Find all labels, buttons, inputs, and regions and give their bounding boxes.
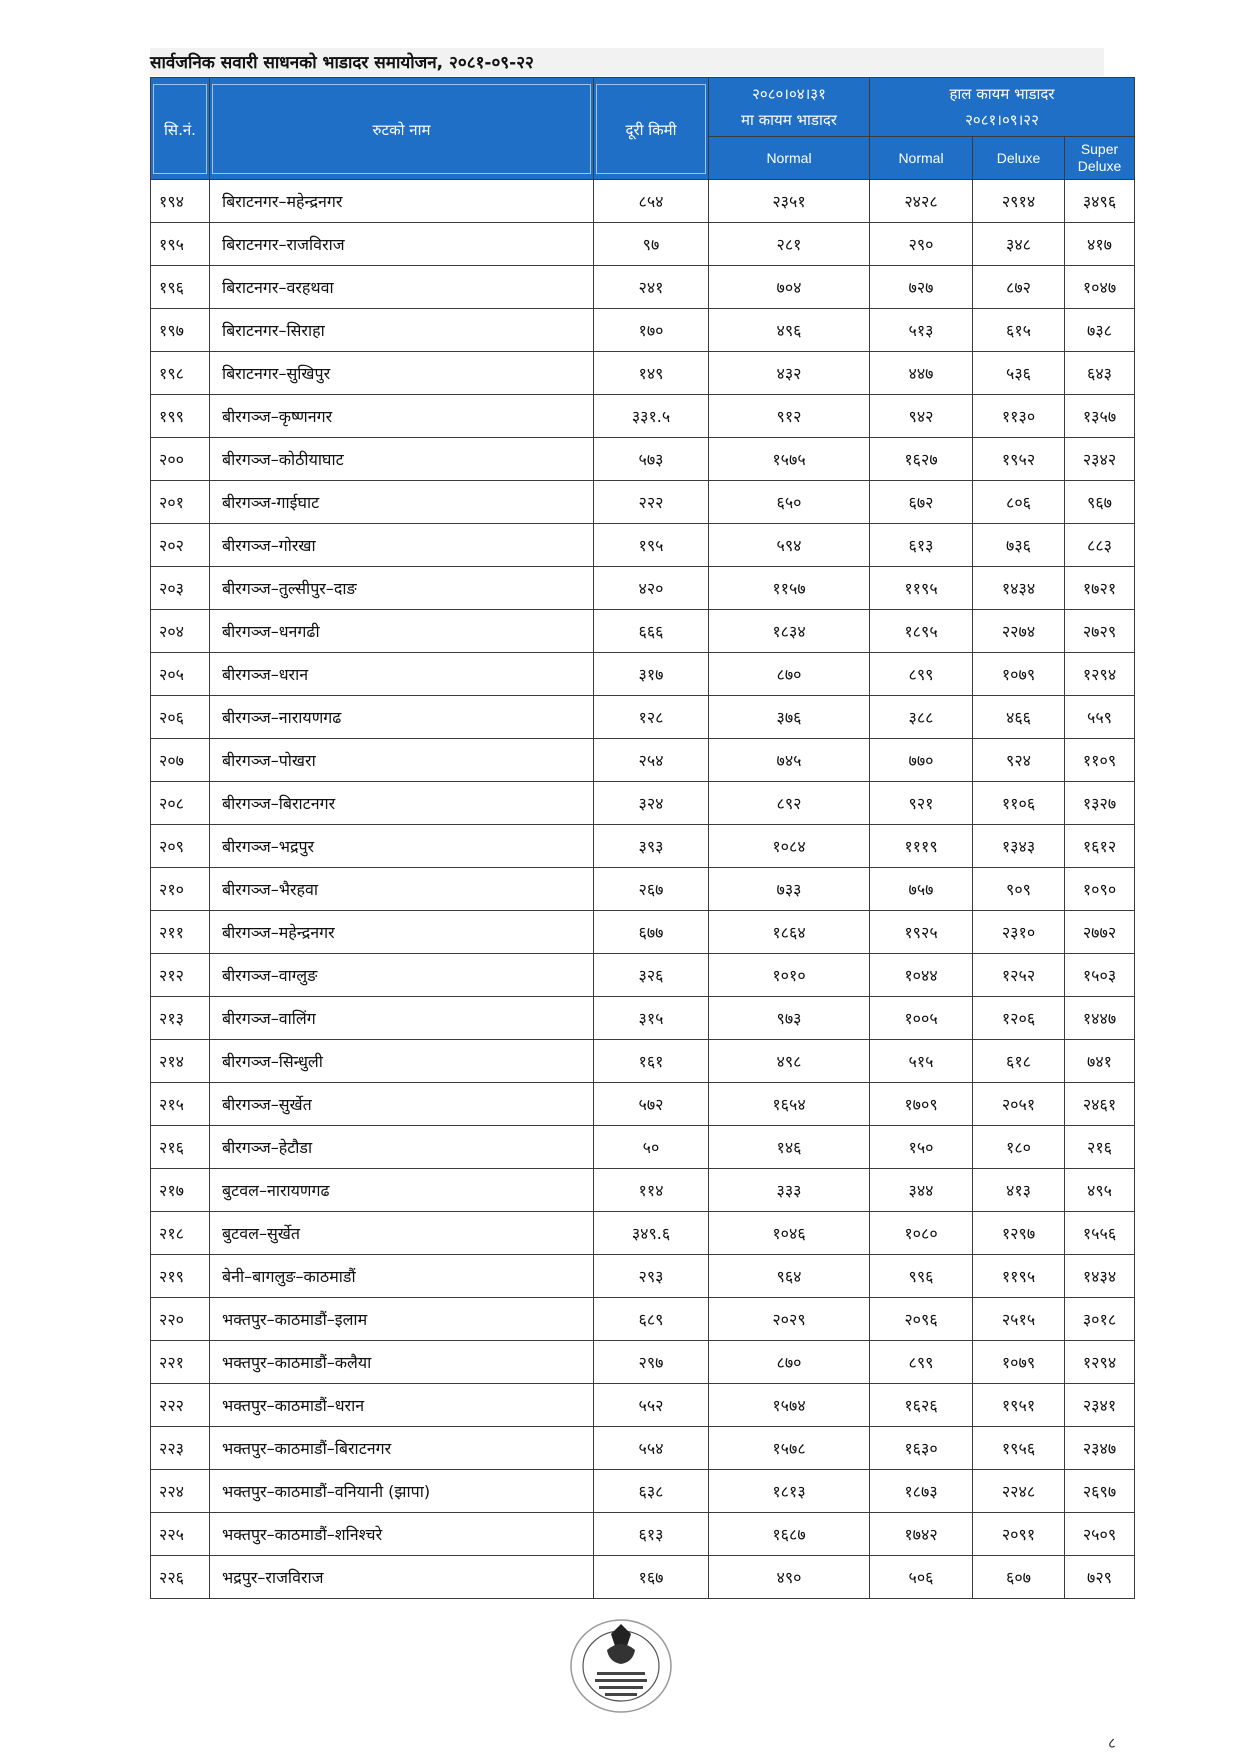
cell-super-deluxe: १५५६	[1065, 1212, 1135, 1255]
cell-deluxe: ४१३	[973, 1169, 1065, 1212]
cell-distance: ११४	[594, 1169, 709, 1212]
cell-deluxe: ११९५	[973, 1255, 1065, 1298]
cell-sn: २२०	[151, 1298, 210, 1341]
cell-sn: २०५	[151, 653, 210, 696]
cell-distance: १२८	[594, 696, 709, 739]
cell-route: बुटवल–नारायणगढ	[210, 1169, 594, 1212]
cell-deluxe: ५३६	[973, 352, 1065, 395]
cell-sn: २२३	[151, 1427, 210, 1470]
cell-old-normal: ४९६	[709, 309, 870, 352]
cell-super-deluxe: २६९७	[1065, 1470, 1135, 1513]
cell-sn: २११	[151, 911, 210, 954]
cell-normal: १००५	[870, 997, 973, 1040]
page-title: सार्वजनिक सवारी साधनको भाडादर समायोजन, २०८१-०९-२२	[150, 53, 534, 73]
header-old-rate-line1: २०८०।०४।३१	[752, 85, 826, 103]
cell-sn: २००	[151, 438, 210, 481]
cell-deluxe: ९२४	[973, 739, 1065, 782]
cell-distance: १६१	[594, 1040, 709, 1083]
cell-sn: २२४	[151, 1470, 210, 1513]
cell-normal: ११९५	[870, 567, 973, 610]
cell-route: भक्तपुर–काठमाडौं–धरान	[210, 1384, 594, 1427]
cell-deluxe: १०७९	[973, 1341, 1065, 1384]
table-row	[151, 911, 1135, 954]
cell-super-deluxe: ११०९	[1065, 739, 1135, 782]
cell-deluxe: ६१५	[973, 309, 1065, 352]
cell-sn: २१७	[151, 1169, 210, 1212]
cell-super-deluxe: २१६	[1065, 1126, 1135, 1169]
cell-distance: ३२४	[594, 782, 709, 825]
cell-sn: १९९	[151, 395, 210, 438]
cell-normal: ७५७	[870, 868, 973, 911]
cell-distance: ५५२	[594, 1384, 709, 1427]
cell-deluxe: १९५२	[973, 438, 1065, 481]
cell-deluxe: ९०९	[973, 868, 1065, 911]
cell-deluxe: ६०७	[973, 1556, 1065, 1599]
cell-normal: ६७२	[870, 481, 973, 524]
cell-sn: २१०	[151, 868, 210, 911]
cell-distance: ५५४	[594, 1427, 709, 1470]
cell-old-normal: ७३३	[709, 868, 870, 911]
cell-route: बीरगञ्ज–वाग्लुङ	[210, 954, 594, 997]
cell-super-deluxe: ७३८	[1065, 309, 1135, 352]
cell-super-deluxe: ३४९६	[1065, 180, 1135, 223]
cell-old-normal: २३५१	[709, 180, 870, 223]
cell-old-normal: ३३३	[709, 1169, 870, 1212]
cell-sn: २०८	[151, 782, 210, 825]
cell-route: भक्तपुर–काठमाडौं–वनियानी (झापा)	[210, 1470, 594, 1513]
cell-route: भक्तपुर–काठमाडौं–इलाम	[210, 1298, 594, 1341]
cell-route: बीरगञ्ज-गाईघाट	[210, 481, 594, 524]
cell-distance: २९७	[594, 1341, 709, 1384]
cell-deluxe: २३१०	[973, 911, 1065, 954]
header-route	[210, 78, 594, 180]
fare-table	[150, 77, 1135, 1599]
cell-super-deluxe: १४४७	[1065, 997, 1135, 1040]
cell-sn: २२१	[151, 1341, 210, 1384]
table-row	[151, 481, 1135, 524]
cell-route: बीरगञ्ज–पोखरा	[210, 739, 594, 782]
cell-super-deluxe: १५०३	[1065, 954, 1135, 997]
cell-distance: ६७७	[594, 911, 709, 954]
cell-normal: १६२७	[870, 438, 973, 481]
cell-old-normal: १८१३	[709, 1470, 870, 1513]
cell-distance: ६१३	[594, 1513, 709, 1556]
cell-super-deluxe: ५५९	[1065, 696, 1135, 739]
cell-super-deluxe: ३०१८	[1065, 1298, 1135, 1341]
header-sn	[151, 78, 210, 180]
cell-old-normal: १८३४	[709, 610, 870, 653]
table-row	[151, 868, 1135, 911]
cell-normal: २०९६	[870, 1298, 973, 1341]
cell-old-normal: १०८४	[709, 825, 870, 868]
table-row	[151, 997, 1135, 1040]
cell-deluxe: १२०६	[973, 997, 1065, 1040]
cell-old-normal: ७०४	[709, 266, 870, 309]
cell-deluxe: १३४३	[973, 825, 1065, 868]
cell-old-normal: २०२९	[709, 1298, 870, 1341]
cell-deluxe: १२९७	[973, 1212, 1065, 1255]
table-row	[151, 395, 1135, 438]
cell-deluxe: १९५१	[973, 1384, 1065, 1427]
table-row	[151, 1083, 1135, 1126]
cell-old-normal: ९६४	[709, 1255, 870, 1298]
cell-super-deluxe: ४९५	[1065, 1169, 1135, 1212]
cell-sn: २१२	[151, 954, 210, 997]
cell-route: भद्रपुर–राजविराज	[210, 1556, 594, 1599]
cell-deluxe: १२५२	[973, 954, 1065, 997]
cell-deluxe: २९१४	[973, 180, 1065, 223]
cell-normal: १७०९	[870, 1083, 973, 1126]
cell-route: बीरगञ्ज–तुल्सीपुर–दाङ	[210, 567, 594, 610]
cell-distance: ९७	[594, 223, 709, 266]
header-normal: Normal	[870, 137, 973, 180]
table-row	[151, 524, 1135, 567]
cell-deluxe: २२७४	[973, 610, 1065, 653]
cell-old-normal: १५७८	[709, 1427, 870, 1470]
cell-route: बीरगञ्ज–बिराटनगर	[210, 782, 594, 825]
cell-route: बीरगञ्ज–कृष्णनगर	[210, 395, 594, 438]
cell-normal: १७४२	[870, 1513, 973, 1556]
cell-distance: ३४९.६	[594, 1212, 709, 1255]
cell-normal: ८९९	[870, 1341, 973, 1384]
cell-deluxe: २०९१	[973, 1513, 1065, 1556]
header-super-deluxe-line2: Deluxe	[1077, 158, 1122, 174]
cell-sn: १९६	[151, 266, 210, 309]
header-deluxe: Deluxe	[973, 137, 1065, 180]
cell-old-normal: ४९०	[709, 1556, 870, 1599]
cell-sn: २२६	[151, 1556, 210, 1599]
cell-normal: ५०६	[870, 1556, 973, 1599]
header-sn-label: सि.नं.	[153, 84, 207, 174]
cell-super-deluxe: २७२९	[1065, 610, 1135, 653]
cell-old-normal: १०४६	[709, 1212, 870, 1255]
cell-normal: १८७३	[870, 1470, 973, 1513]
cell-sn: २१३	[151, 997, 210, 1040]
cell-super-deluxe: २४६१	[1065, 1083, 1135, 1126]
cell-sn: २०४	[151, 610, 210, 653]
cell-route: बीरगञ्ज–हेटौडा	[210, 1126, 594, 1169]
table-row	[151, 696, 1135, 739]
cell-deluxe: १०७९	[973, 653, 1065, 696]
cell-old-normal: ७४५	[709, 739, 870, 782]
cell-sn: २२५	[151, 1513, 210, 1556]
cell-distance: ५७२	[594, 1083, 709, 1126]
cell-distance: २९३	[594, 1255, 709, 1298]
table-row	[151, 309, 1135, 352]
cell-sn: २०२	[151, 524, 210, 567]
table-row	[151, 567, 1135, 610]
cell-deluxe: १८०	[973, 1126, 1065, 1169]
cell-old-normal: ८९२	[709, 782, 870, 825]
cell-distance: १७०	[594, 309, 709, 352]
table-row	[151, 1040, 1135, 1083]
header-current-rate-line2: २०८१।०९।२२	[965, 111, 1039, 129]
cell-super-deluxe: २३४२	[1065, 438, 1135, 481]
cell-normal: १६२६	[870, 1384, 973, 1427]
table-row	[151, 825, 1135, 868]
table-row	[151, 1298, 1135, 1341]
cell-old-normal: ५९४	[709, 524, 870, 567]
cell-deluxe: ११३०	[973, 395, 1065, 438]
cell-normal: ७२७	[870, 266, 973, 309]
cell-route: बिराटनगर–सिराहा	[210, 309, 594, 352]
cell-normal: ९२१	[870, 782, 973, 825]
cell-route: बीरगञ्ज–सुर्खेत	[210, 1083, 594, 1126]
cell-route: बुटवल–सुर्खेत	[210, 1212, 594, 1255]
cell-super-deluxe: ८८३	[1065, 524, 1135, 567]
cell-sn: २१५	[151, 1083, 210, 1126]
cell-normal: ९९६	[870, 1255, 973, 1298]
cell-distance: २२२	[594, 481, 709, 524]
cell-deluxe: ६१८	[973, 1040, 1065, 1083]
cell-deluxe: ७३६	[973, 524, 1065, 567]
cell-deluxe: ३४८	[973, 223, 1065, 266]
table-row	[151, 1341, 1135, 1384]
cell-distance: ३२६	[594, 954, 709, 997]
cell-sn: २०६	[151, 696, 210, 739]
cell-normal: ६१३	[870, 524, 973, 567]
cell-super-deluxe: ९६७	[1065, 481, 1135, 524]
cell-route: बीरगञ्ज–धनगढी	[210, 610, 594, 653]
table-row	[151, 1126, 1135, 1169]
cell-distance: १४९	[594, 352, 709, 395]
cell-old-normal: १४६	[709, 1126, 870, 1169]
cell-sn: १९८	[151, 352, 210, 395]
cell-deluxe: २०५१	[973, 1083, 1065, 1126]
cell-route: बिराटनगर–वरहथवा	[210, 266, 594, 309]
header-old-normal: Normal	[709, 137, 870, 180]
cell-route: भक्तपुर–काठमाडौं–बिराटनगर	[210, 1427, 594, 1470]
cell-sn: २१६	[151, 1126, 210, 1169]
cell-distance: ५७३	[594, 438, 709, 481]
cell-distance: ६६६	[594, 610, 709, 653]
cell-route: बीरगञ्ज–सिन्धुली	[210, 1040, 594, 1083]
cell-route: बीरगञ्ज–भद्रपुर	[210, 825, 594, 868]
cell-old-normal: ४९८	[709, 1040, 870, 1083]
cell-super-deluxe: १०४७	[1065, 266, 1135, 309]
cell-old-normal: ३७६	[709, 696, 870, 739]
cell-old-normal: ९७३	[709, 997, 870, 1040]
cell-distance: ३१५	[594, 997, 709, 1040]
cell-normal: ८९९	[870, 653, 973, 696]
cell-normal: १११९	[870, 825, 973, 868]
cell-distance: ३९३	[594, 825, 709, 868]
government-seal-icon	[567, 1616, 675, 1716]
cell-super-deluxe: ४१७	[1065, 223, 1135, 266]
cell-old-normal: ८७०	[709, 653, 870, 696]
cell-route: बीरगञ्ज–गोरखा	[210, 524, 594, 567]
cell-sn: २०९	[151, 825, 210, 868]
cell-distance: ३१७	[594, 653, 709, 696]
cell-super-deluxe: २३४१	[1065, 1384, 1135, 1427]
table-row	[151, 1169, 1135, 1212]
cell-sn: १९५	[151, 223, 210, 266]
header-old-rate-line2: मा कायम भाडादर	[741, 111, 837, 129]
cell-distance: ६३८	[594, 1470, 709, 1513]
cell-route: बेनी–बागलुङ–काठमाडौं	[210, 1255, 594, 1298]
cell-normal: १६३०	[870, 1427, 973, 1470]
cell-old-normal: १८६४	[709, 911, 870, 954]
cell-normal: ४४७	[870, 352, 973, 395]
cell-normal: १०४४	[870, 954, 973, 997]
cell-distance: ३३१.५	[594, 395, 709, 438]
table-row	[151, 1427, 1135, 1470]
cell-normal: १९२५	[870, 911, 973, 954]
cell-deluxe: ४६६	[973, 696, 1065, 739]
header-distance-label: दूरी किमी	[596, 84, 706, 174]
cell-super-deluxe: १०९०	[1065, 868, 1135, 911]
cell-deluxe: ८०६	[973, 481, 1065, 524]
header-super-deluxe	[1065, 137, 1135, 180]
table-row	[151, 180, 1135, 223]
cell-sn: १९४	[151, 180, 210, 223]
cell-normal: ३८८	[870, 696, 973, 739]
cell-deluxe: ८७२	[973, 266, 1065, 309]
cell-super-deluxe: १२९४	[1065, 1341, 1135, 1384]
cell-old-normal: १६८७	[709, 1513, 870, 1556]
header-super-deluxe-line1: Super	[1080, 141, 1119, 157]
cell-route: बीरगञ्ज–वालिंग	[210, 997, 594, 1040]
cell-distance: १९५	[594, 524, 709, 567]
cell-super-deluxe: २३४७	[1065, 1427, 1135, 1470]
cell-distance: ६८९	[594, 1298, 709, 1341]
cell-old-normal: १६५४	[709, 1083, 870, 1126]
cell-route: भक्तपुर–काठमाडौं–शनिश्चरे	[210, 1513, 594, 1556]
cell-route: बिराटनगर–राजविराज	[210, 223, 594, 266]
table-row	[151, 1470, 1135, 1513]
cell-sn: २१९	[151, 1255, 210, 1298]
page-number: ८	[1108, 1734, 1116, 1752]
cell-normal: ७७०	[870, 739, 973, 782]
cell-deluxe: ११०६	[973, 782, 1065, 825]
cell-old-normal: ६५०	[709, 481, 870, 524]
cell-distance: २५४	[594, 739, 709, 782]
cell-normal: २९०	[870, 223, 973, 266]
cell-normal: १०८०	[870, 1212, 973, 1255]
cell-route: बीरगञ्ज–नारायणगढ	[210, 696, 594, 739]
table-row	[151, 739, 1135, 782]
cell-route: भक्तपुर–काठमाडौं–कलैया	[210, 1341, 594, 1384]
cell-super-deluxe: १६१२	[1065, 825, 1135, 868]
table-row	[151, 1255, 1135, 1298]
cell-distance: ८५४	[594, 180, 709, 223]
cell-normal: ५१५	[870, 1040, 973, 1083]
cell-super-deluxe: ६४३	[1065, 352, 1135, 395]
table-row	[151, 610, 1135, 653]
cell-deluxe: २२४८	[973, 1470, 1065, 1513]
table-row	[151, 1384, 1135, 1427]
cell-super-deluxe: १३५७	[1065, 395, 1135, 438]
cell-super-deluxe: १७२१	[1065, 567, 1135, 610]
cell-sn: २१४	[151, 1040, 210, 1083]
cell-route: बीरगञ्ज–महेन्द्रनगर	[210, 911, 594, 954]
cell-old-normal: १५७४	[709, 1384, 870, 1427]
header-old-rate	[709, 78, 870, 137]
cell-normal: १८९५	[870, 610, 973, 653]
table-row	[151, 1212, 1135, 1255]
cell-old-normal: ११५७	[709, 567, 870, 610]
cell-old-normal: ४३२	[709, 352, 870, 395]
table-row	[151, 223, 1135, 266]
cell-super-deluxe: २७७२	[1065, 911, 1135, 954]
cell-sn: २२२	[151, 1384, 210, 1427]
cell-super-deluxe: २५०९	[1065, 1513, 1135, 1556]
cell-old-normal: ९१२	[709, 395, 870, 438]
cell-distance: २४१	[594, 266, 709, 309]
cell-route: बीरगञ्ज–भैरहवा	[210, 868, 594, 911]
cell-old-normal: १५७५	[709, 438, 870, 481]
table-row	[151, 1513, 1135, 1556]
cell-route: बीरगञ्ज–कोठीयाघाट	[210, 438, 594, 481]
cell-normal: २४२८	[870, 180, 973, 223]
table-row	[151, 782, 1135, 825]
cell-super-deluxe: १४३४	[1065, 1255, 1135, 1298]
table-row	[151, 352, 1135, 395]
table-row	[151, 266, 1135, 309]
cell-sn: २०३	[151, 567, 210, 610]
cell-deluxe: १९५६	[973, 1427, 1065, 1470]
cell-sn: १९७	[151, 309, 210, 352]
cell-distance: ५०	[594, 1126, 709, 1169]
table-row	[151, 1556, 1135, 1599]
cell-normal: ३४४	[870, 1169, 973, 1212]
table-row	[151, 954, 1135, 997]
cell-super-deluxe: १३२७	[1065, 782, 1135, 825]
cell-distance: २६७	[594, 868, 709, 911]
cell-old-normal: २८१	[709, 223, 870, 266]
cell-deluxe: १४३४	[973, 567, 1065, 610]
cell-route: बीरगञ्ज–धरान	[210, 653, 594, 696]
cell-sn: २०७	[151, 739, 210, 782]
cell-route: बिराटनगर–महेन्द्रनगर	[210, 180, 594, 223]
header-route-label: रुटको नाम	[212, 84, 591, 174]
cell-deluxe: २५१५	[973, 1298, 1065, 1341]
cell-sn: २०१	[151, 481, 210, 524]
table-row	[151, 438, 1135, 481]
header-distance	[594, 78, 709, 180]
cell-old-normal: ८७०	[709, 1341, 870, 1384]
cell-super-deluxe: ७४१	[1065, 1040, 1135, 1083]
cell-super-deluxe: १२९४	[1065, 653, 1135, 696]
cell-distance: १६७	[594, 1556, 709, 1599]
table-row	[151, 653, 1135, 696]
cell-sn: २१८	[151, 1212, 210, 1255]
fare-table-body	[151, 180, 1135, 1599]
header-current-rate-line1: हाल कायम भाडादर	[949, 85, 1055, 103]
cell-old-normal: १०१०	[709, 954, 870, 997]
cell-route: बिराटनगर–सुखिपुर	[210, 352, 594, 395]
header-current-rate	[870, 78, 1135, 137]
cell-normal: ५१३	[870, 309, 973, 352]
cell-super-deluxe: ७२९	[1065, 1556, 1135, 1599]
cell-normal: १५०	[870, 1126, 973, 1169]
cell-distance: ४२०	[594, 567, 709, 610]
cell-normal: ९४२	[870, 395, 973, 438]
